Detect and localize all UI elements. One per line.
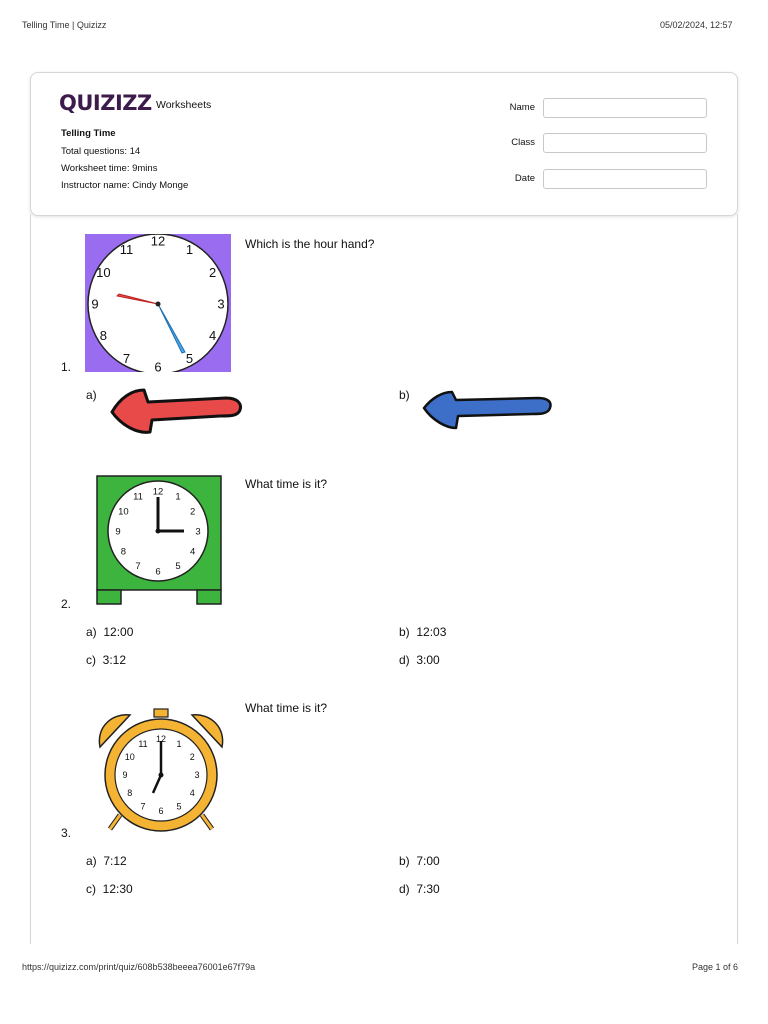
clock-number: 8 bbox=[99, 328, 108, 343]
quizizz-logo: QUIZIZZ bbox=[59, 91, 152, 115]
q3-option-d[interactable] bbox=[399, 882, 440, 896]
option-letter: a) bbox=[86, 625, 97, 639]
q3-option-a[interactable] bbox=[86, 854, 127, 868]
option-text: 7:30 bbox=[416, 882, 440, 896]
clock-number: 11 bbox=[119, 242, 134, 257]
clock-number: 3 bbox=[217, 296, 225, 312]
question-1-text: Which is the hour hand? bbox=[245, 237, 375, 251]
clock-number: 7 bbox=[140, 801, 146, 812]
print-page-title: Telling Time | Quizizz bbox=[22, 20, 107, 30]
worksheet-title: Telling Time bbox=[61, 128, 116, 139]
q1-option-b-letter: b) bbox=[399, 388, 410, 402]
clock-number: 2 bbox=[208, 265, 217, 280]
clock-number: 5 bbox=[175, 561, 181, 572]
question-2-text: What time is it? bbox=[245, 477, 328, 491]
name-field[interactable] bbox=[543, 98, 707, 118]
clock-number: 11 bbox=[138, 739, 148, 749]
clock-number: 10 bbox=[118, 506, 129, 518]
clock-number: 6 bbox=[155, 566, 161, 578]
q1-option-a-letter: a) bbox=[86, 388, 97, 402]
page-number: Page 1 of 6 bbox=[692, 962, 739, 972]
clock-number: 9 bbox=[122, 770, 128, 781]
q2-option-d[interactable] bbox=[399, 653, 440, 667]
clock-number: 3 bbox=[195, 526, 201, 538]
clock-number: 3 bbox=[194, 770, 200, 781]
clock-image-purple bbox=[85, 234, 231, 372]
option-letter: c) bbox=[86, 882, 96, 896]
q3-option-c[interactable] bbox=[86, 882, 133, 896]
question-3-number: 3. bbox=[61, 826, 72, 840]
option-text: 7:12 bbox=[103, 854, 127, 868]
option-text: 12:00 bbox=[103, 625, 134, 639]
clock-number: 11 bbox=[133, 491, 143, 503]
clock-number: 6 bbox=[158, 806, 164, 817]
clock-number: 12 bbox=[155, 734, 167, 745]
worksheet-time: Worksheet time: 9mins bbox=[61, 163, 158, 174]
print-url: https://quizizz.com/print/quiz/608b538beeea76001e67f79a bbox=[22, 962, 256, 972]
clock-number: 2 bbox=[189, 506, 196, 518]
q1-option-b-blue-arrow[interactable] bbox=[420, 388, 554, 437]
clock-number: 6 bbox=[154, 359, 162, 372]
q2-option-c[interactable] bbox=[86, 653, 126, 667]
q1-option-a-red-arrow[interactable] bbox=[108, 386, 244, 443]
clock-number: 12 bbox=[150, 234, 166, 249]
clock-number: 5 bbox=[176, 801, 182, 812]
option-text: 12:30 bbox=[102, 882, 133, 896]
clock-number: 8 bbox=[127, 788, 133, 799]
clock-number: 12 bbox=[152, 486, 164, 498]
clock-number: 4 bbox=[189, 546, 196, 558]
class-field[interactable] bbox=[543, 133, 707, 153]
clock-number: 10 bbox=[124, 752, 135, 763]
worksheet-header-card bbox=[30, 72, 738, 216]
clock-number: 9 bbox=[115, 526, 121, 538]
date-label: Date bbox=[514, 173, 535, 184]
option-letter: c) bbox=[86, 653, 96, 667]
clock-number: 4 bbox=[189, 788, 195, 799]
option-letter: b) bbox=[399, 625, 410, 639]
option-text: 12:03 bbox=[416, 625, 447, 639]
q2-option-b[interactable] bbox=[399, 625, 446, 639]
clock-number: 1 bbox=[185, 242, 194, 257]
clock-number: 10 bbox=[96, 265, 111, 280]
question-2-number: 2. bbox=[61, 597, 72, 611]
option-letter: a) bbox=[86, 854, 97, 868]
clock-number: 2 bbox=[189, 752, 195, 763]
q2-option-a[interactable] bbox=[86, 625, 133, 639]
clock-number: 1 bbox=[176, 739, 182, 749]
option-letter: d) bbox=[399, 653, 410, 667]
clock-number: 4 bbox=[208, 328, 217, 343]
clock-number: 8 bbox=[120, 546, 127, 558]
option-letter: d) bbox=[399, 882, 410, 896]
total-questions: Total questions: 14 bbox=[61, 146, 141, 157]
name-label: Name bbox=[509, 102, 535, 113]
instructor-name: Instructor name: Cindy Monge bbox=[61, 180, 189, 191]
print-datetime: 05/02/2024, 12:57 bbox=[660, 20, 733, 30]
question-3-text: What time is it? bbox=[245, 701, 328, 715]
date-field[interactable] bbox=[543, 169, 707, 189]
question-1-number: 1. bbox=[61, 360, 72, 374]
clock-number: 9 bbox=[91, 296, 99, 312]
class-label: Class bbox=[511, 137, 535, 148]
clock-number: 5 bbox=[185, 351, 194, 367]
alarm-clock-image bbox=[92, 705, 230, 835]
section-label: Worksheets bbox=[156, 99, 212, 111]
option-text: 3:00 bbox=[416, 653, 440, 667]
clock-image-green bbox=[96, 475, 222, 605]
option-letter: b) bbox=[399, 854, 410, 868]
clock-number: 1 bbox=[175, 491, 181, 503]
option-text: 3:12 bbox=[102, 653, 127, 667]
clock-number: 7 bbox=[135, 561, 141, 572]
q3-option-b[interactable] bbox=[399, 854, 440, 868]
clock-number: 7 bbox=[122, 351, 131, 367]
option-text: 7:00 bbox=[416, 854, 440, 868]
